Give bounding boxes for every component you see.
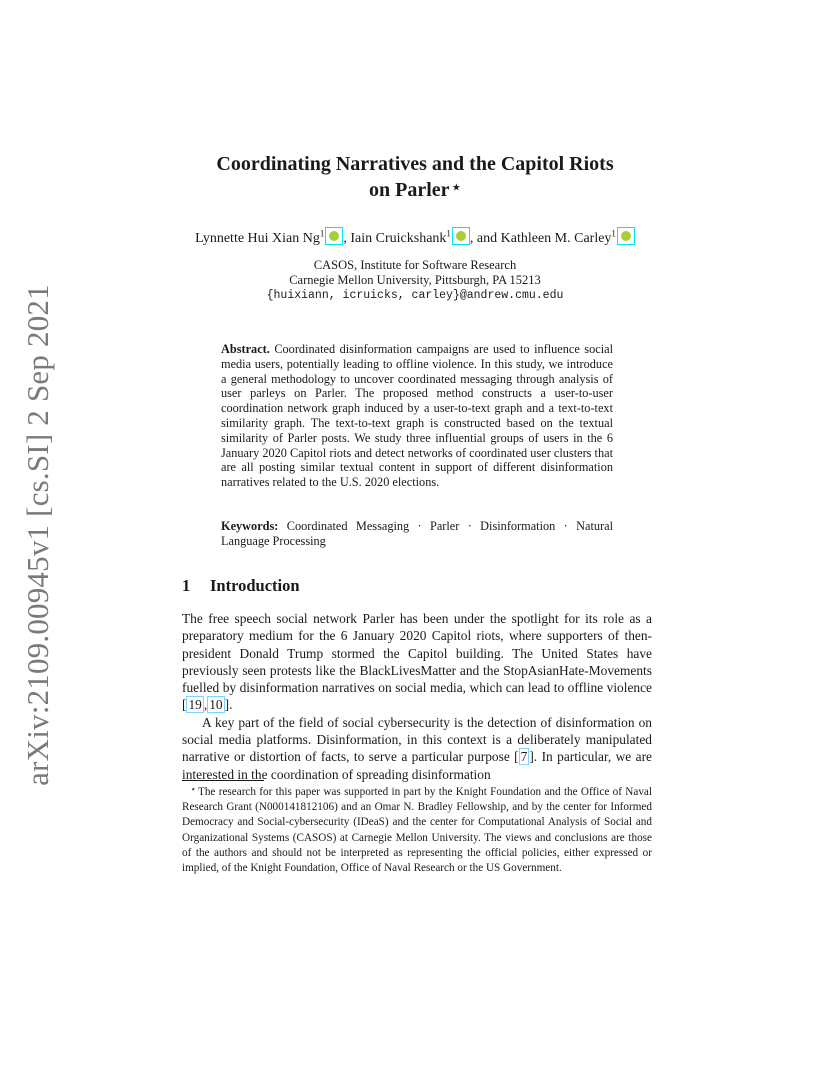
citation-link[interactable]: 19 bbox=[188, 697, 202, 713]
author-name: Iain Cruickshank bbox=[350, 231, 447, 246]
footnote-divider bbox=[182, 780, 264, 781]
paper-title bbox=[150, 152, 680, 202]
paragraph: A key part of the field of social cybersecurity is the detection of disinformation on social media platforms. Disinformation, in this context is a deliberately manipulated narrative or distortion of facts, to serve a particular purpose [ 7 ]. In particular, we are interested in the coordination of spreading disinformation bbox=[182, 714, 652, 782]
orcid-icon[interactable] bbox=[325, 227, 343, 245]
arxiv-identifier bbox=[10, 284, 66, 786]
keywords-text: Coordinated Messaging · Parler · Disinformation · Natural Language Processing bbox=[221, 519, 613, 548]
title-line-2: on Parler bbox=[369, 179, 450, 201]
footnote bbox=[182, 782, 652, 876]
body-text bbox=[182, 610, 652, 783]
author-affiliation-number: 1 bbox=[611, 228, 616, 239]
orcid-icon[interactable] bbox=[617, 227, 635, 245]
abstract-label: Abstract. bbox=[221, 342, 270, 356]
author-affiliation-number: 1 bbox=[319, 228, 325, 239]
section-number: 1 bbox=[182, 576, 191, 595]
citation-link[interactable]: 10 bbox=[209, 697, 223, 713]
affiliation-university: Carnegie Mellon University, Pittsburgh, PA 15213 bbox=[289, 273, 541, 287]
paragraph: The free speech social network Parler has been under the spotlight for its role as a preparatory medium for the 6 January 2020 Capitol riots, where supporters of then-president Donald Trump stormed the Capitol building. The United States have previously seen protests like the BlackLivesMatter and the StopAsianHate-Movements fuelled by disinformation narratives on social media, which can lead to offline violence [ 19 , 10 ]. bbox=[182, 611, 652, 713]
title-line-1: Coordinating Narratives and the Capitol Riots bbox=[216, 153, 614, 175]
author-emails: {huixiann, icruicks, carley}@andrew.cmu.edu bbox=[266, 289, 564, 302]
title-footnote-mark: ⋆ bbox=[451, 180, 461, 196]
citation-link[interactable]: 7 bbox=[520, 749, 528, 765]
footnote-text: The research for this paper was supported in part by the Knight Foundation and the Office of Naval Research Grant (N000141812106) and an Omar N. Bradley Fellowship, and by the center for Informed Democracy and Social-cybersecurity (IDeaS) and the center for Computational Analysis of Social and Organizational Systems (CASOS) at Carnegie Mellon University. The views and conclusions are those of the authors and should not be interpreted as representing the official policies, either expressed or implied, of the Knight Foundation, Office of Naval Research or the US Government. bbox=[182, 786, 652, 875]
arxiv-identifier-text: arXiv:2109.00945v1 [cs.SI] 2 Sep 2021 bbox=[20, 284, 56, 786]
abstract-text: Coordinated disinformation campaigns are used to influence social media users, potentially leading to offline violence. In this study, we introduce a general methodology to uncover coordinated messaging through analysis of user parleys on Parler. The proposed method constructs a user-to-user coordination network graph induced by a user-to-text graph and a text-to-text similarity graph. The text-to-text graph is constructed based on the textual similarity of Parler posts. We study three influential groups of users in the 6 January 2020 Capitol riots and detect networks of coordinated user clusters that are all posting similar textual content in support of different disinformation narratives related to the U.S. 2020 elections. bbox=[221, 342, 613, 490]
author-list bbox=[130, 227, 700, 247]
author-name: Lynnette Hui Xian Ng bbox=[195, 231, 320, 246]
footnote-mark: ⋆ bbox=[190, 784, 196, 794]
section-title: Introduction bbox=[210, 576, 300, 595]
section-heading bbox=[182, 576, 300, 596]
author-affiliation-number: 1 bbox=[446, 228, 451, 239]
affiliation-institute: CASOS, Institute for Software Research bbox=[313, 258, 517, 272]
abstract bbox=[221, 342, 613, 490]
author-separator: , bbox=[343, 231, 351, 246]
author-separator: , and bbox=[469, 231, 501, 246]
affiliation-block bbox=[150, 258, 680, 303]
keywords bbox=[221, 519, 613, 549]
orcid-icon[interactable] bbox=[452, 227, 470, 245]
author-name: Kathleen M. Carley bbox=[500, 231, 612, 246]
keywords-label: Keywords: bbox=[221, 519, 279, 533]
